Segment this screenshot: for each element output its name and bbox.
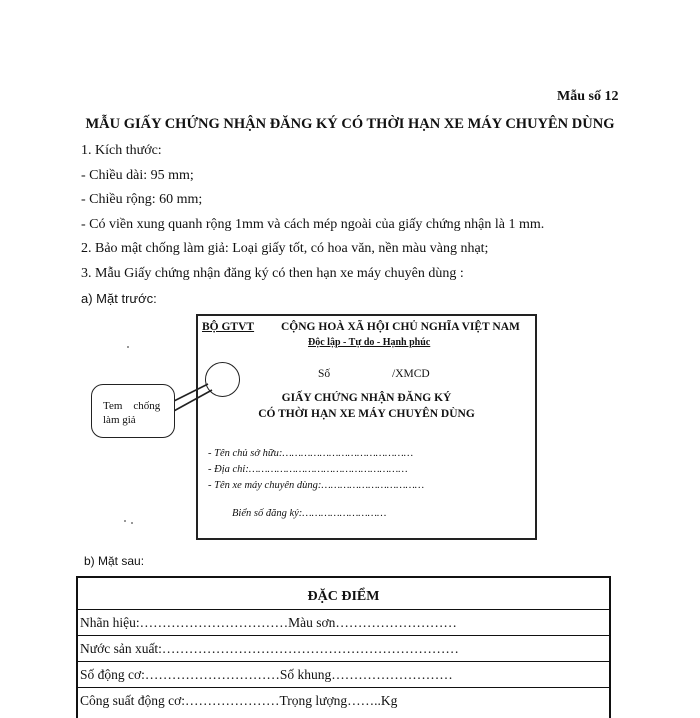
vehicle-field: - Tên xe máy chuyên dùng:……………………………: [208, 480, 425, 491]
origin-row: Nước sản xuất:…………………………………………………………: [80, 641, 459, 656]
scan-speck: [124, 520, 126, 522]
number-label: Số: [318, 368, 331, 380]
document-title: MẪU GIẤY CHỨNG NHẬN ĐĂNG KÝ CÓ THỜI HẠN XE MÁY CHUYÊN DÙNG: [85, 116, 615, 132]
stamp-note: Tem chống làm giả: [103, 400, 161, 426]
brand-color-row: Nhãn hiệu:……………………………Màu sơn………………………: [80, 615, 457, 630]
owner-field: - Tên chủ sở hữu:……………………………………: [208, 448, 414, 459]
security-line: 2. Bảo mật chống làm giả: Loại giấy tốt, có hoa văn, nền màu vàng nhạt;: [81, 241, 489, 256]
scan-speck: [131, 522, 133, 524]
template-line: 3. Mẫu Giấy chứng nhận đăng ký có then hạn xe máy chuyên dùng :: [81, 266, 464, 281]
scan-speck: [127, 346, 129, 348]
address-field: - Địa chỉ:……………………………………………: [208, 464, 408, 475]
size-heading: 1. Kích thước:: [81, 143, 162, 158]
nation-name: CỘNG HOÀ XÃ HỘI CHỦ NGHĨA VIỆT NAM: [281, 321, 520, 333]
plate-field: Biển số đăng ký:………………………: [232, 508, 387, 519]
engine-chassis-row: Số động cơ:…………………………Số khung………………………: [80, 667, 453, 682]
length-line: - Chiều dài: 95 mm;: [81, 168, 194, 183]
back-side-label: b) Mặt sau:: [84, 554, 145, 568]
table-row: [78, 635, 609, 662]
table-row: [78, 687, 609, 714]
width-line: - Chiều rộng: 60 mm;: [81, 192, 203, 207]
power-weight-row: Công suất động cơ:…………………Trọng lượng……..Kg: [80, 693, 398, 708]
certificate-title-1: GIẤY CHỨNG NHẬN ĐĂNG KÝ: [281, 392, 452, 404]
characteristics-title: ĐẶC ĐIỂM: [307, 589, 380, 604]
certificate-front: [196, 314, 537, 540]
border-line: - Có viền xung quanh rộng 1mm và cách mép ngoài của giấy chứng nhận là 1 mm.: [81, 217, 545, 232]
front-side-label: a) Mặt trước:: [81, 291, 157, 306]
form-number: Mẫu số 12: [557, 89, 619, 104]
table-row: [78, 661, 609, 688]
certificate-title-2: CÓ THỜI HẠN XE MÁY CHUYÊN DÙNG: [258, 408, 475, 420]
certificate-back: [76, 576, 611, 718]
number-suffix: /XMCD: [392, 368, 430, 380]
table-row: [78, 609, 609, 636]
ministry-name: BỘ GTVT: [202, 321, 255, 333]
motto: Độc lập - Tự do - Hạnh phúc: [308, 337, 431, 348]
